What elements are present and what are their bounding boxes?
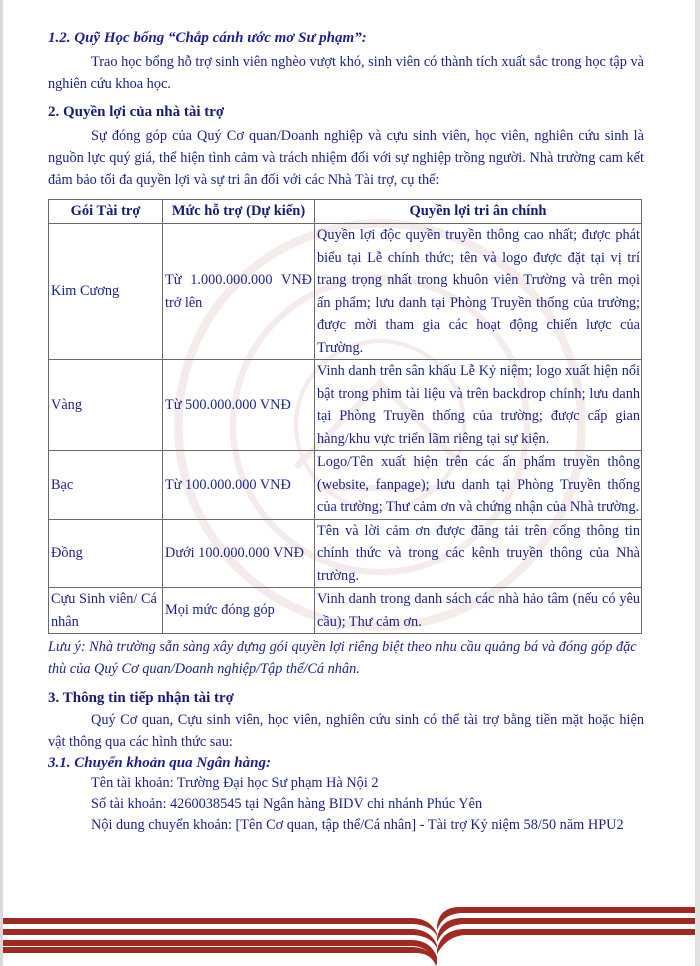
column-header-benefits: Quyền lợi tri ân chính [315, 200, 642, 224]
section-2-heading: 2. Quyền lợi của nhà tài trợ [48, 104, 225, 120]
sponsor-benefits-table [48, 199, 642, 634]
section-1-2-heading: 1.2. Quỹ Học bổng “Chắp cánh ước mơ Sư phạm”: [48, 30, 367, 46]
cell-benefits: Logo/Tên xuất hiện trên các ấn phẩm truyền thông (website, fanpage); lưu danh tại Phòng Truyền thống của trường; Thư cảm ơn và chứng nhận của Nhà trường. [315, 451, 642, 520]
column-header-package: Gói Tài trợ [49, 200, 163, 224]
bank-account-name: Tên tài khoản: Trường Đại học Sư phạm Hà Nội 2 [91, 775, 379, 791]
cell-benefits: Tên và lời cảm ơn được đăng tải trên cổng thông tin chính thức và trong các kênh truyền thông của Nhà trường. [315, 519, 642, 588]
page-edge-right [695, 0, 700, 966]
footer-stripes-decoration [3, 900, 695, 966]
section-2-intro: Sự đóng góp của Quý Cơ quan/Doanh nghiệp và cựu sinh viên, học viên, nghiên cứu sinh là nguồn lực quý giá, thể hiện tình cảm và trách nhiệm đối với sự nghiệp trồng người. Nhà trường cam kết đảm bảo tối đa quyền lợi và sự tri ân đối với các Nhà Tài trợ, cụ thể: [48, 128, 644, 188]
table-row [49, 588, 642, 634]
section-3-intro: Quý Cơ quan, Cựu sinh viên, học viên, nghiên cứu sinh có thể tài trợ bằng tiền mặt hoặc hiện vật thông qua các hình thức sau: [48, 712, 644, 750]
cell-benefits: Vinh danh trong danh sách các nhà hảo tâm (nếu có yêu cầu); Thư cảm ơn. [315, 588, 642, 634]
cell-amount: Từ 1.000.000.000 VNĐ trở lên [163, 224, 315, 360]
cell-amount: Dưới 100.000.000 VNĐ [163, 519, 315, 588]
cell-amount: Từ 500.000.000 VNĐ [163, 360, 315, 451]
table-row [49, 224, 642, 360]
table-header-row [49, 200, 642, 224]
cell-package: Bạc [49, 451, 163, 520]
bank-transfer-content: Nội dung chuyển khoản: [Tên Cơ quan, tập thể/Cá nhân] - Tài trợ Kỷ niệm 58/50 năm HPU2 [91, 817, 624, 833]
cell-benefits: Quyền lợi độc quyền truyền thông cao nhất; được phát biểu tại Lễ chính thức; tên và logo được đặt tại vị trí trang trọng nhất trong khuôn viên Trường và trên mọi ấn phẩm; lưu danh tại Phòng Truyền thống của trường; được mời tham gia các hoạt động chiến lược của Trường. [315, 224, 642, 360]
section-1-2-body: Trao học bổng hỗ trợ sinh viên nghèo vượt khó, sinh viên có thành tích xuất sắc trong học tập và nghiên cứu khoa học. [48, 54, 644, 92]
cell-package: Vàng [49, 360, 163, 451]
column-header-amount: Mức hỗ trợ (Dự kiến) [163, 200, 315, 224]
section-3-1-heading: 3.1. Chuyển khoản qua Ngân hàng: [48, 755, 271, 771]
cell-package: Đồng [49, 519, 163, 588]
cell-benefits: Vinh danh trên sân khấu Lễ Kỷ niệm; logo xuất hiện nổi bật trong phim tài liệu và trên backdrop chính; lưu danh tại Phòng Truyền thống của trường; được cấp gian hàng/khu vực triển lãm riêng tại sự kiện. [315, 360, 642, 451]
cell-amount: Từ 100.000.000 VNĐ [163, 451, 315, 520]
cell-package: Cựu Sinh viên/ Cá nhân [49, 588, 163, 634]
document-page [48, 28, 644, 836]
table-row [49, 519, 642, 588]
bank-account-number: Số tài khoản: 4260038545 tại Ngân hàng BIDV chi nhánh Phúc Yên [91, 796, 483, 812]
cell-package: Kim Cương [49, 224, 163, 360]
page-edge-left [0, 0, 3, 966]
cell-amount: Mọi mức đóng góp [163, 588, 315, 634]
table-note: Lưu ý: Nhà trường sẵn sàng xây dựng gói quyền lợi riêng biệt theo nhu cầu quảng bá và đóng góp đặc thù của Quý Cơ quan/Doanh nghiệp/Tập thể/Cá nhân. [48, 639, 637, 677]
table-row [49, 360, 642, 451]
table-row [49, 451, 642, 520]
section-3-heading: 3. Thông tin tiếp nhận tài trợ [48, 690, 234, 706]
